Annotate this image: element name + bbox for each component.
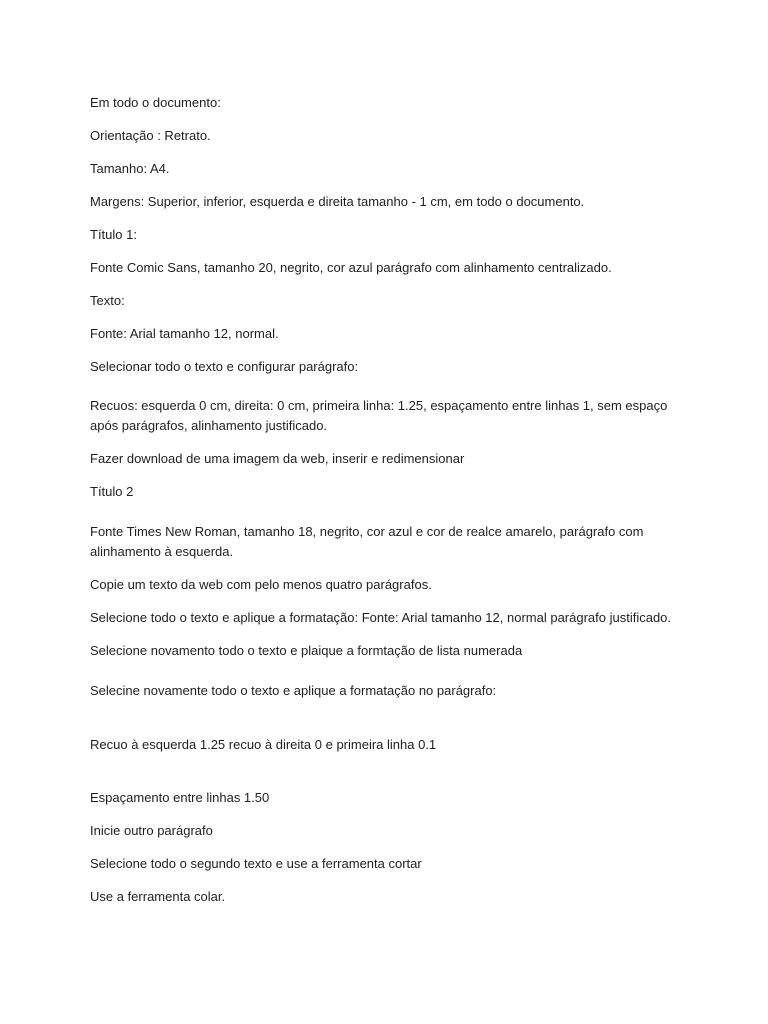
paragraph-selecionar-todo-texto: Selecionar todo o texto e configurar parágrafo: — [90, 359, 359, 374]
paragraph-recuos: Recuos: esquerda 0 cm, direita: 0 cm, primeira linha: 1.25, espaçamento entre linhas 1, sem espaço após parágrafos, alinhamento justificado. — [90, 398, 668, 433]
paragraph-titulo-1: Título 1: — [90, 227, 137, 242]
paragraph-em-todo-documento: Em todo o documento: — [90, 95, 221, 110]
paragraph-recuo-esquerda: Recuo à esquerda 1.25 recuo à direita 0 e primeira linha 0.1 — [90, 737, 437, 752]
paragraph-orientacao: Orientação : Retrato. — [90, 128, 211, 143]
paragraph-margens: Margens: Superior, inferior, esquerda e direita tamanho - 1 cm, em todo o documento. — [90, 194, 585, 209]
paragraph-selecione-aplique-formatacao: Selecione todo o texto e aplique a formatação: Fonte: Arial tamanho 12, normal parágrafo justificado. — [90, 610, 672, 625]
document-body — [90, 93, 690, 907]
paragraph-tamanho: Tamanho: A4. — [90, 161, 170, 176]
paragraph-inicie-outro: Inicie outro parágrafo — [90, 823, 213, 838]
paragraph-titulo-2: Título 2 — [90, 484, 134, 499]
paragraph-fonte-arial: Fonte: Arial tamanho 12, normal. — [90, 326, 279, 341]
paragraph-colar: Use a ferramenta colar. — [90, 889, 226, 904]
paragraph-copie-texto: Copie um texto da web com pelo menos quatro parágrafos. — [90, 577, 432, 592]
paragraph-lista-numerada: Selecione novamento todo o texto e plaique a formtação de lista numerada — [90, 643, 523, 658]
paragraph-formatacao-paragrafo: Selecine novamente todo o texto e aplique a formatação no parágrafo: — [90, 683, 497, 698]
paragraph-fazer-download: Fazer download de uma imagem da web, inserir e redimensionar — [90, 451, 465, 466]
paragraph-espacamento-linhas: Espaçamento entre linhas 1.50 — [90, 790, 270, 805]
paragraph-fonte-times: Fonte Times New Roman, tamanho 18, negrito, cor azul e cor de realce amarelo, parágrafo com alinhamento à esquerda. — [90, 524, 644, 559]
paragraph-cortar: Selecione todo o segundo texto e use a ferramenta cortar — [90, 856, 422, 871]
paragraph-fonte-comic-sans: Fonte Comic Sans, tamanho 20, negrito, cor azul parágrafo com alinhamento centralizado. — [90, 260, 612, 275]
paragraph-texto: Texto: — [90, 293, 125, 308]
